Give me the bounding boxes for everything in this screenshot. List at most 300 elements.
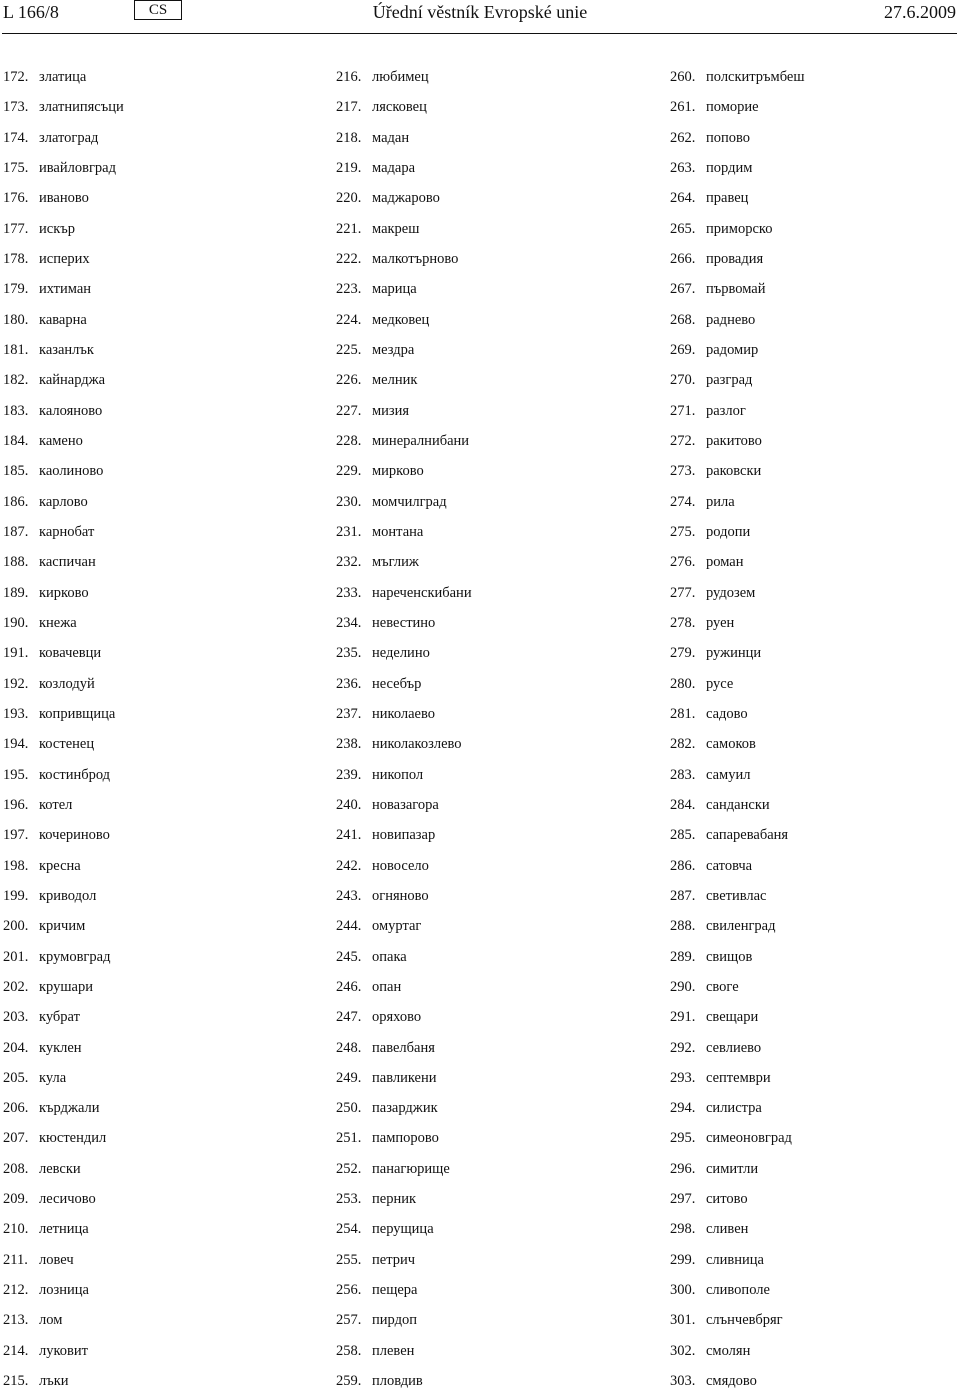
item-number: 183. bbox=[3, 402, 29, 419]
list-item bbox=[336, 1340, 472, 1370]
item-number: 279. bbox=[670, 645, 696, 662]
item-number: 192. bbox=[3, 675, 29, 692]
place-name: русе bbox=[706, 675, 734, 692]
item-number: 243. bbox=[336, 887, 362, 904]
place-name: неделино bbox=[372, 645, 430, 662]
list-item bbox=[3, 66, 124, 96]
item-number: 252. bbox=[336, 1160, 362, 1177]
item-number: 281. bbox=[670, 705, 696, 722]
page-header bbox=[0, 0, 960, 30]
list-item bbox=[670, 1249, 805, 1279]
item-number: 254. bbox=[336, 1221, 362, 1238]
list-item bbox=[670, 1279, 805, 1309]
place-name: несебър bbox=[372, 675, 422, 692]
item-number: 235. bbox=[336, 645, 362, 662]
item-number: 185. bbox=[3, 463, 29, 480]
place-name: свиленград bbox=[706, 918, 776, 935]
list-item bbox=[336, 1279, 472, 1309]
item-number: 255. bbox=[336, 1251, 362, 1268]
place-name: новазагора bbox=[372, 796, 439, 813]
item-number: 193. bbox=[3, 705, 29, 722]
place-name: николакозлево bbox=[372, 736, 462, 753]
list-item bbox=[336, 1097, 472, 1127]
item-number: 186. bbox=[3, 493, 29, 510]
list-item bbox=[3, 946, 124, 976]
place-name: панагюрище bbox=[372, 1160, 450, 1177]
place-name: сатовча bbox=[706, 857, 753, 874]
list-item bbox=[336, 885, 472, 915]
item-number: 301. bbox=[670, 1312, 696, 1329]
place-name: кочериново bbox=[39, 827, 110, 844]
place-name: свищов bbox=[706, 948, 753, 965]
list-item bbox=[670, 127, 805, 157]
item-number: 293. bbox=[670, 1069, 696, 1086]
place-name: криводол bbox=[39, 887, 97, 904]
place-name: лозница bbox=[39, 1282, 89, 1299]
place-name: пещера bbox=[372, 1282, 418, 1299]
item-number: 172. bbox=[3, 69, 29, 85]
place-name: каварна bbox=[39, 311, 87, 328]
place-name: слънчевбряг bbox=[706, 1312, 783, 1329]
place-name: костинброд bbox=[39, 766, 111, 783]
list-item bbox=[670, 824, 805, 854]
list-item bbox=[336, 1037, 472, 1067]
list-item bbox=[3, 1127, 124, 1157]
list-item bbox=[3, 369, 124, 399]
list-item bbox=[336, 339, 472, 369]
place-name: пирдоп bbox=[372, 1312, 417, 1329]
item-number: 220. bbox=[336, 190, 362, 207]
list-item bbox=[336, 703, 472, 733]
item-number: 215. bbox=[3, 1373, 29, 1390]
list-item bbox=[670, 1097, 805, 1127]
item-number: 284. bbox=[670, 796, 696, 813]
place-name: садово bbox=[706, 705, 748, 722]
place-name: марица bbox=[372, 281, 417, 298]
list-item bbox=[670, 915, 805, 945]
place-name: крумовград bbox=[39, 948, 111, 965]
place-name: кричим bbox=[39, 918, 86, 935]
place-name: каолиново bbox=[39, 463, 104, 480]
place-name: мъглиж bbox=[372, 554, 419, 571]
list-item bbox=[670, 218, 805, 248]
list-item bbox=[3, 915, 124, 945]
item-number: 207. bbox=[3, 1130, 29, 1147]
place-name: каспичан bbox=[39, 554, 96, 571]
place-name: котел bbox=[39, 796, 73, 813]
item-number: 196. bbox=[3, 796, 29, 813]
item-number: 269. bbox=[670, 341, 696, 358]
item-number: 248. bbox=[336, 1039, 362, 1056]
list-item bbox=[3, 1158, 124, 1188]
list-item bbox=[3, 218, 124, 248]
item-number: 241. bbox=[336, 827, 362, 844]
place-name: сандански bbox=[706, 796, 770, 813]
list-item bbox=[670, 66, 805, 96]
item-number: 198. bbox=[3, 857, 29, 874]
list-item bbox=[3, 1218, 124, 1248]
item-number: 219. bbox=[336, 159, 362, 176]
place-name: павелбаня bbox=[372, 1039, 435, 1056]
item-number: 208. bbox=[3, 1160, 29, 1177]
place-name: попово bbox=[706, 129, 751, 146]
list-item bbox=[670, 491, 805, 521]
list-item bbox=[3, 703, 124, 733]
list-item bbox=[336, 1309, 472, 1339]
place-name: родопи bbox=[706, 523, 751, 540]
place-name: ловеч bbox=[39, 1251, 74, 1268]
item-number: 282. bbox=[670, 736, 696, 753]
place-name: карнобат bbox=[39, 523, 95, 540]
list-item bbox=[336, 369, 472, 399]
item-number: 233. bbox=[336, 584, 362, 601]
list-item bbox=[336, 733, 472, 763]
item-number: 209. bbox=[3, 1191, 29, 1208]
place-name: ковачевци bbox=[39, 645, 102, 662]
place-name: огняново bbox=[372, 887, 429, 904]
item-number: 216. bbox=[336, 69, 362, 85]
place-name: смолян bbox=[706, 1342, 751, 1359]
list-item bbox=[336, 248, 472, 278]
list-item bbox=[670, 582, 805, 612]
place-name: сливополе bbox=[706, 1282, 770, 1299]
list-item bbox=[670, 339, 805, 369]
place-name: севлиево bbox=[706, 1039, 762, 1056]
list-item bbox=[336, 1188, 472, 1218]
place-name: искър bbox=[39, 220, 75, 237]
item-number: 225. bbox=[336, 341, 362, 358]
item-number: 230. bbox=[336, 493, 362, 510]
item-number: 268. bbox=[670, 311, 696, 328]
item-number: 173. bbox=[3, 99, 29, 116]
list-item bbox=[670, 612, 805, 642]
place-name: кнежа bbox=[39, 614, 77, 631]
place-name: монтана bbox=[372, 523, 424, 540]
list-item bbox=[3, 309, 124, 339]
list-item bbox=[670, 1218, 805, 1248]
list-item bbox=[336, 612, 472, 642]
list-item bbox=[3, 339, 124, 369]
item-number: 288. bbox=[670, 918, 696, 935]
list-item bbox=[336, 1218, 472, 1248]
journal-title: Úřední věstník Evropské unie bbox=[372, 2, 588, 22]
place-name: мадан bbox=[372, 129, 410, 146]
place-name: плевен bbox=[372, 1342, 415, 1359]
item-number: 285. bbox=[670, 827, 696, 844]
item-number: 195. bbox=[3, 766, 29, 783]
place-name: минералнибани bbox=[372, 432, 470, 449]
list-item bbox=[670, 278, 805, 308]
list-item bbox=[670, 1158, 805, 1188]
item-number: 205. bbox=[3, 1069, 29, 1086]
list-item bbox=[670, 369, 805, 399]
list-item bbox=[3, 976, 124, 1006]
place-name: лъки bbox=[39, 1373, 69, 1390]
place-name: кърджали bbox=[39, 1100, 100, 1117]
item-number: 245. bbox=[336, 948, 362, 965]
list-item bbox=[3, 582, 124, 612]
list-item bbox=[336, 673, 472, 703]
place-name: руен bbox=[706, 614, 735, 631]
list-item bbox=[336, 976, 472, 1006]
item-number: 204. bbox=[3, 1039, 29, 1056]
list-item bbox=[3, 794, 124, 824]
place-name: провадия bbox=[706, 250, 764, 267]
list-item bbox=[670, 1188, 805, 1218]
place-name: мирково bbox=[372, 463, 424, 480]
list-item bbox=[3, 278, 124, 308]
place-name: силистра bbox=[706, 1100, 762, 1117]
place-name: левски bbox=[39, 1160, 81, 1177]
item-number: 218. bbox=[336, 129, 362, 146]
place-name: новипазар bbox=[372, 827, 436, 844]
place-name: маджарово bbox=[372, 190, 440, 207]
item-number: 226. bbox=[336, 372, 362, 389]
place-name: пампорово bbox=[372, 1130, 439, 1147]
item-number: 244. bbox=[336, 918, 362, 935]
list-item bbox=[3, 430, 124, 460]
place-name: оряхово bbox=[372, 1009, 422, 1026]
item-number: 213. bbox=[3, 1312, 29, 1329]
list-column-1 bbox=[3, 66, 124, 1400]
list-item bbox=[670, 521, 805, 551]
list-item bbox=[336, 521, 472, 551]
item-number: 188. bbox=[3, 554, 29, 571]
place-name: макреш bbox=[372, 220, 420, 237]
list-item bbox=[670, 1127, 805, 1157]
list-item bbox=[3, 1340, 124, 1370]
place-name: малкотърново bbox=[372, 250, 459, 267]
item-number: 258. bbox=[336, 1342, 362, 1359]
place-name: златнипясъци bbox=[39, 99, 124, 116]
place-name: златоград bbox=[39, 129, 99, 146]
place-name: мизия bbox=[372, 402, 410, 419]
list-item bbox=[336, 430, 472, 460]
place-name: крушари bbox=[39, 978, 93, 995]
place-name: медковец bbox=[372, 311, 430, 328]
place-name: калояново bbox=[39, 402, 103, 419]
list-item bbox=[670, 1067, 805, 1097]
list-item bbox=[336, 1127, 472, 1157]
item-number: 179. bbox=[3, 281, 29, 298]
item-number: 262. bbox=[670, 129, 696, 146]
item-number: 177. bbox=[3, 220, 29, 237]
item-number: 249. bbox=[336, 1069, 362, 1086]
list-item bbox=[670, 855, 805, 885]
place-name: иваново bbox=[39, 190, 89, 207]
list-item bbox=[3, 1279, 124, 1309]
place-name: лесичово bbox=[39, 1191, 96, 1208]
item-number: 276. bbox=[670, 554, 696, 571]
item-number: 298. bbox=[670, 1221, 696, 1238]
place-name: невестино bbox=[372, 614, 436, 631]
list-item bbox=[3, 1188, 124, 1218]
list-item bbox=[670, 673, 805, 703]
place-name: петрич bbox=[372, 1251, 416, 1268]
item-number: 231. bbox=[336, 523, 362, 540]
list-item bbox=[336, 855, 472, 885]
place-name: раковски bbox=[706, 463, 762, 480]
page-reference: L 166/8 bbox=[3, 2, 59, 22]
list-item bbox=[336, 278, 472, 308]
item-number: 303. bbox=[670, 1373, 696, 1390]
item-number: 175. bbox=[3, 159, 29, 176]
place-name: опан bbox=[372, 978, 402, 995]
list-item bbox=[670, 1309, 805, 1339]
place-name: казанлък bbox=[39, 341, 94, 358]
list-item bbox=[3, 460, 124, 490]
item-number: 212. bbox=[3, 1282, 29, 1299]
list-item bbox=[3, 824, 124, 854]
place-name: самоков bbox=[706, 736, 756, 753]
list-item bbox=[670, 460, 805, 490]
item-number: 286. bbox=[670, 857, 696, 874]
item-number: 236. bbox=[336, 675, 362, 692]
place-name: златица bbox=[39, 69, 87, 85]
list-item bbox=[3, 1006, 124, 1036]
place-name: свещари bbox=[706, 1009, 759, 1026]
list-item bbox=[3, 96, 124, 126]
item-number: 210. bbox=[3, 1221, 29, 1238]
item-number: 240. bbox=[336, 796, 362, 813]
list-item bbox=[670, 794, 805, 824]
list-item bbox=[670, 1370, 805, 1400]
list-item bbox=[336, 1370, 472, 1400]
list-item bbox=[336, 127, 472, 157]
place-name: кула bbox=[39, 1069, 67, 1086]
list-item bbox=[3, 521, 124, 551]
item-number: 180. bbox=[3, 311, 29, 328]
item-number: 267. bbox=[670, 281, 696, 298]
item-number: 290. bbox=[670, 978, 696, 995]
item-number: 178. bbox=[3, 250, 29, 267]
item-number: 202. bbox=[3, 978, 29, 995]
item-number: 224. bbox=[336, 311, 362, 328]
item-number: 232. bbox=[336, 554, 362, 571]
item-number: 214. bbox=[3, 1342, 29, 1359]
place-name: кресна bbox=[39, 857, 81, 874]
item-number: 274. bbox=[670, 493, 696, 510]
place-name: опака bbox=[372, 948, 407, 965]
publication-date: 27.6.2009 bbox=[884, 2, 956, 22]
place-name: николаево bbox=[372, 705, 435, 722]
place-name: никопол bbox=[372, 766, 424, 783]
list-item bbox=[336, 460, 472, 490]
list-item bbox=[3, 642, 124, 672]
header-rule bbox=[2, 33, 957, 34]
list-item bbox=[3, 1037, 124, 1067]
place-name: новосело bbox=[372, 857, 429, 874]
list-item bbox=[3, 1249, 124, 1279]
place-name: радомир bbox=[706, 341, 759, 358]
list-item bbox=[670, 703, 805, 733]
place-name: рудозем bbox=[706, 584, 756, 601]
item-number: 266. bbox=[670, 250, 696, 267]
list-item bbox=[670, 187, 805, 217]
list-item bbox=[670, 976, 805, 1006]
list-item bbox=[336, 187, 472, 217]
list-item bbox=[336, 218, 472, 248]
list-item bbox=[670, 764, 805, 794]
list-item bbox=[336, 1067, 472, 1097]
item-number: 174. bbox=[3, 129, 29, 146]
place-name: разлог bbox=[706, 402, 746, 419]
list-item bbox=[336, 794, 472, 824]
place-name: роман bbox=[706, 554, 744, 571]
language-code-box: CS bbox=[134, 0, 182, 20]
place-name: лом bbox=[39, 1312, 63, 1329]
item-number: 197. bbox=[3, 827, 29, 844]
item-number: 234. bbox=[336, 614, 362, 631]
list-item bbox=[336, 642, 472, 672]
list-item bbox=[3, 1067, 124, 1097]
item-number: 273. bbox=[670, 463, 696, 480]
place-name: луковит bbox=[39, 1342, 88, 1359]
list-item bbox=[670, 157, 805, 187]
list-item bbox=[336, 551, 472, 581]
item-number: 246. bbox=[336, 978, 362, 995]
item-number: 287. bbox=[670, 887, 696, 904]
place-name: симеоновград bbox=[706, 1130, 792, 1147]
list-item bbox=[336, 1249, 472, 1279]
list-item bbox=[336, 309, 472, 339]
place-name: мадара bbox=[372, 159, 416, 176]
place-name: разград bbox=[706, 372, 753, 389]
place-name: поморие bbox=[706, 99, 759, 116]
list-item bbox=[3, 673, 124, 703]
list-item bbox=[336, 491, 472, 521]
list-item bbox=[3, 1097, 124, 1127]
place-name: летница bbox=[39, 1221, 89, 1238]
item-number: 302. bbox=[670, 1342, 696, 1359]
list-item bbox=[3, 1370, 124, 1400]
list-item bbox=[336, 764, 472, 794]
place-name: куклен bbox=[39, 1039, 82, 1056]
item-number: 271. bbox=[670, 402, 696, 419]
item-number: 257. bbox=[336, 1312, 362, 1329]
place-name: полскитръмбеш bbox=[706, 69, 805, 85]
place-name: септември bbox=[706, 1069, 771, 1086]
item-number: 261. bbox=[670, 99, 696, 116]
list-item bbox=[670, 885, 805, 915]
list-item bbox=[3, 1309, 124, 1339]
place-name: кубрат bbox=[39, 1009, 80, 1026]
place-name: лясковец bbox=[372, 99, 427, 116]
item-number: 181. bbox=[3, 341, 29, 358]
place-name: сливница bbox=[706, 1251, 764, 1268]
list-item bbox=[336, 582, 472, 612]
place-name: мелник bbox=[372, 372, 418, 389]
place-name: първомай bbox=[706, 281, 766, 298]
list-item bbox=[3, 885, 124, 915]
list-item bbox=[336, 824, 472, 854]
item-number: 229. bbox=[336, 463, 362, 480]
item-number: 206. bbox=[3, 1100, 29, 1117]
item-number: 189. bbox=[3, 584, 29, 601]
item-number: 296. bbox=[670, 1160, 696, 1177]
list-item bbox=[336, 1006, 472, 1036]
item-number: 265. bbox=[670, 220, 696, 237]
place-name: приморско bbox=[706, 220, 773, 237]
item-number: 199. bbox=[3, 887, 29, 904]
item-number: 277. bbox=[670, 584, 696, 601]
item-number: 217. bbox=[336, 99, 362, 116]
list-item bbox=[336, 96, 472, 126]
place-name: ружинци bbox=[706, 645, 762, 662]
item-number: 264. bbox=[670, 190, 696, 207]
place-name: рила bbox=[706, 493, 735, 510]
item-number: 211. bbox=[3, 1251, 28, 1268]
